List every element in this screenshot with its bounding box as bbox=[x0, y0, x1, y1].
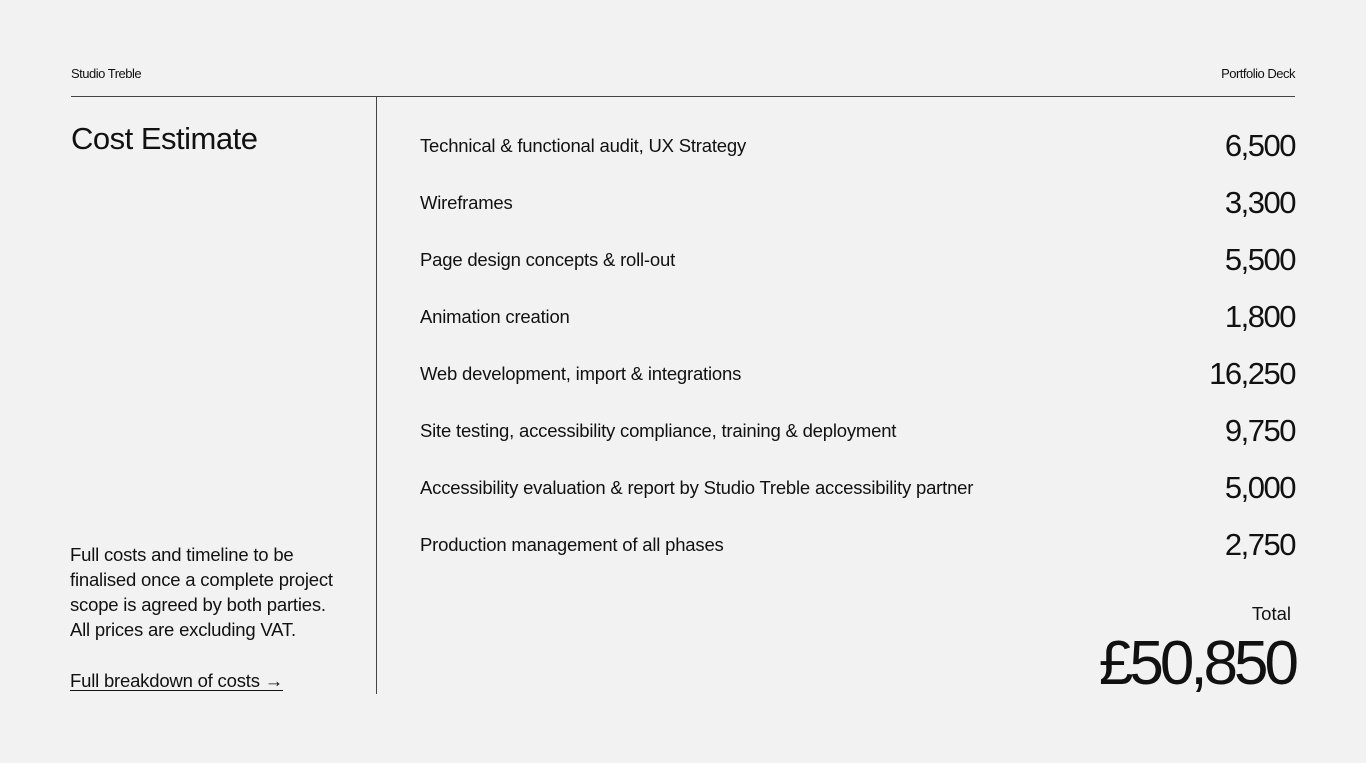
line-item-label: Wireframes bbox=[420, 191, 513, 213]
line-item-wireframes bbox=[420, 174, 1295, 231]
line-item-label: Technical & functional audit, UX Strategy bbox=[420, 134, 747, 156]
line-item-web-development bbox=[420, 345, 1295, 402]
page-title: Cost Estimate bbox=[71, 121, 258, 156]
deck-name: Portfolio Deck bbox=[1221, 66, 1295, 81]
total-value: £50,850 bbox=[1098, 629, 1295, 698]
line-item-label: Site testing, accessibility compliance, training & deployment bbox=[420, 419, 897, 441]
line-item-label: Production management of all phases bbox=[420, 533, 724, 555]
line-item-label: Page design concepts & roll-out bbox=[420, 248, 676, 270]
line-item-amount: 1,800 bbox=[1224, 298, 1295, 334]
full-breakdown-link[interactable]: Full breakdown of costs → bbox=[70, 670, 283, 691]
line-item-amount: 9,750 bbox=[1224, 412, 1295, 448]
line-item-ux-strategy bbox=[420, 117, 1295, 174]
line-item-site-testing bbox=[420, 402, 1295, 459]
studio-name: Studio Treble bbox=[71, 66, 142, 81]
line-item-amount: 5,000 bbox=[1224, 469, 1295, 505]
line-item-production-management bbox=[420, 516, 1295, 573]
cost-line-items bbox=[420, 117, 1295, 573]
line-item-amount: 5,500 bbox=[1224, 241, 1295, 277]
line-item-accessibility-evaluation bbox=[420, 459, 1295, 516]
line-item-label: Animation creation bbox=[420, 305, 570, 327]
line-item-page-design bbox=[420, 231, 1295, 288]
header-divider bbox=[71, 96, 1295, 97]
line-item-label: Accessibility evaluation & report by Studio Treble accessibility partner bbox=[420, 476, 974, 498]
column-divider bbox=[376, 97, 377, 694]
line-item-amount: 2,750 bbox=[1224, 526, 1295, 562]
line-item-animation bbox=[420, 288, 1295, 345]
total-label: Total bbox=[1251, 603, 1291, 624]
pricing-note: Full costs and timeline to be finalised once a complete project scope is agreed by both parties. All prices are excluding VAT. bbox=[70, 544, 333, 640]
line-item-amount: 3,300 bbox=[1224, 184, 1295, 220]
line-item-amount: 16,250 bbox=[1209, 355, 1295, 391]
line-item-amount: 6,500 bbox=[1224, 127, 1295, 163]
line-item-label: Web development, import & integrations bbox=[420, 362, 742, 384]
